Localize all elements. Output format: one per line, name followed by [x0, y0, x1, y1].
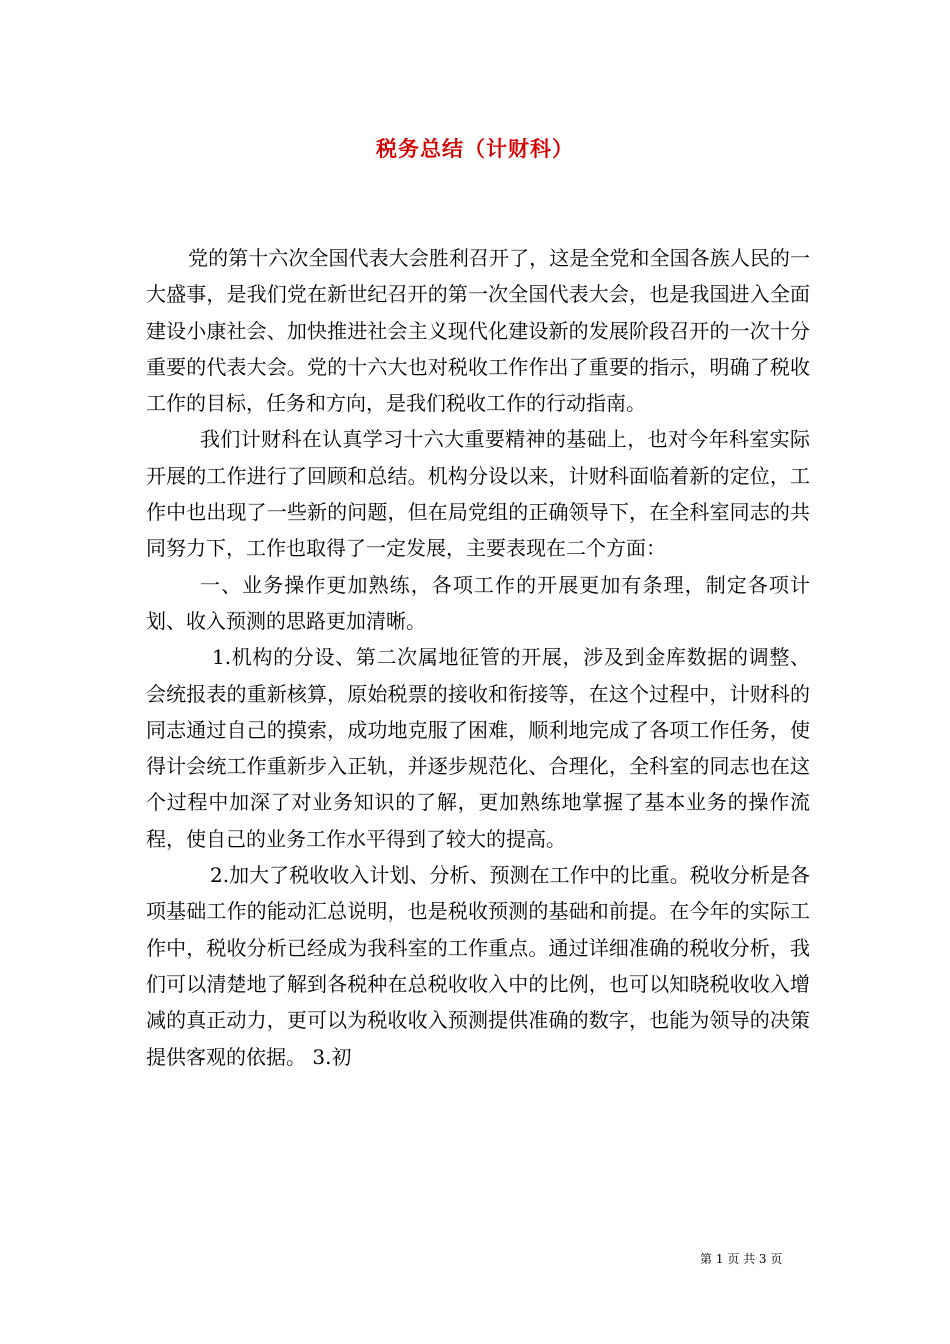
paragraph-section-one: 一、业务操作更加熟练，各项工作的开展更加有条理，制定各项计划、收入预测的思路更加清晰。 — [146, 572, 810, 633]
paragraph-intro: 党的第十六次全国代表大会胜利召开了，这是全党和全国各族人民的一大盛事，是我们党在新世纪召开的第一次全国代表大会，也是我国进入全面建设小康社会、加快推进社会主义现代化建设新的发展阶段召开的一次十分重要的代表大会。党的十六大也对税收工作作出了重要的指示，明确了税收工作的目标，任务和方向，是我们税收工作的行动指南。 — [146, 246, 810, 416]
paragraph-review: 我们计财科在认真学习十六大重要精神的基础上，也对今年科室实际开展的工作进行了回顾和总结。机构分设以来，计财科面临着新的定位，工作中也出现了一些新的问题，但在局党组的正确领导下，在全科室同志的共同努力下，工作也取得了一定发展，主要表现在二个方面： — [146, 427, 810, 561]
paragraph-item-two: 2.加大了税收收入计划、分析、预测在工作中的比重。税收分析是各项基础工作的能动汇总说明，也是税收预测的基础和前提。在今年的实际工作中，税收分析已经成为我科室的工作重点。通过详细准确的税收分析，我们可以清楚地了解到各税种在总税收收入中的比例，也可以知晓税收收入增减的真正动力，更可以为税收收入预测提供准确的数字，也能为领导的决策提供客观的依据。 3.初 — [146, 863, 810, 1069]
document-body — [146, 240, 810, 1075]
document-title: 税务总结（计财科） — [376, 136, 574, 161]
page-number-footer: 第 1 页 共 3 页 — [700, 1252, 783, 1266]
paragraph-item-one: 1.机构的分设、第二次属地征管的开展，涉及到金库数据的调整、会统报表的重新核算，原始税票的接收和衔接等，在这个过程中，计财科的同志通过自己的摸索，成功地克服了困难，顺利地完成了各项工作任务，使得计会统工作重新步入正轨，并逐步规范化、合理化，全科室的同志也在这个过程中加深了对业务知识的了解，更加熟练地掌握了基本业务的操作流程，使自己的业务工作水平得到了较大的提高。 — [146, 645, 810, 851]
